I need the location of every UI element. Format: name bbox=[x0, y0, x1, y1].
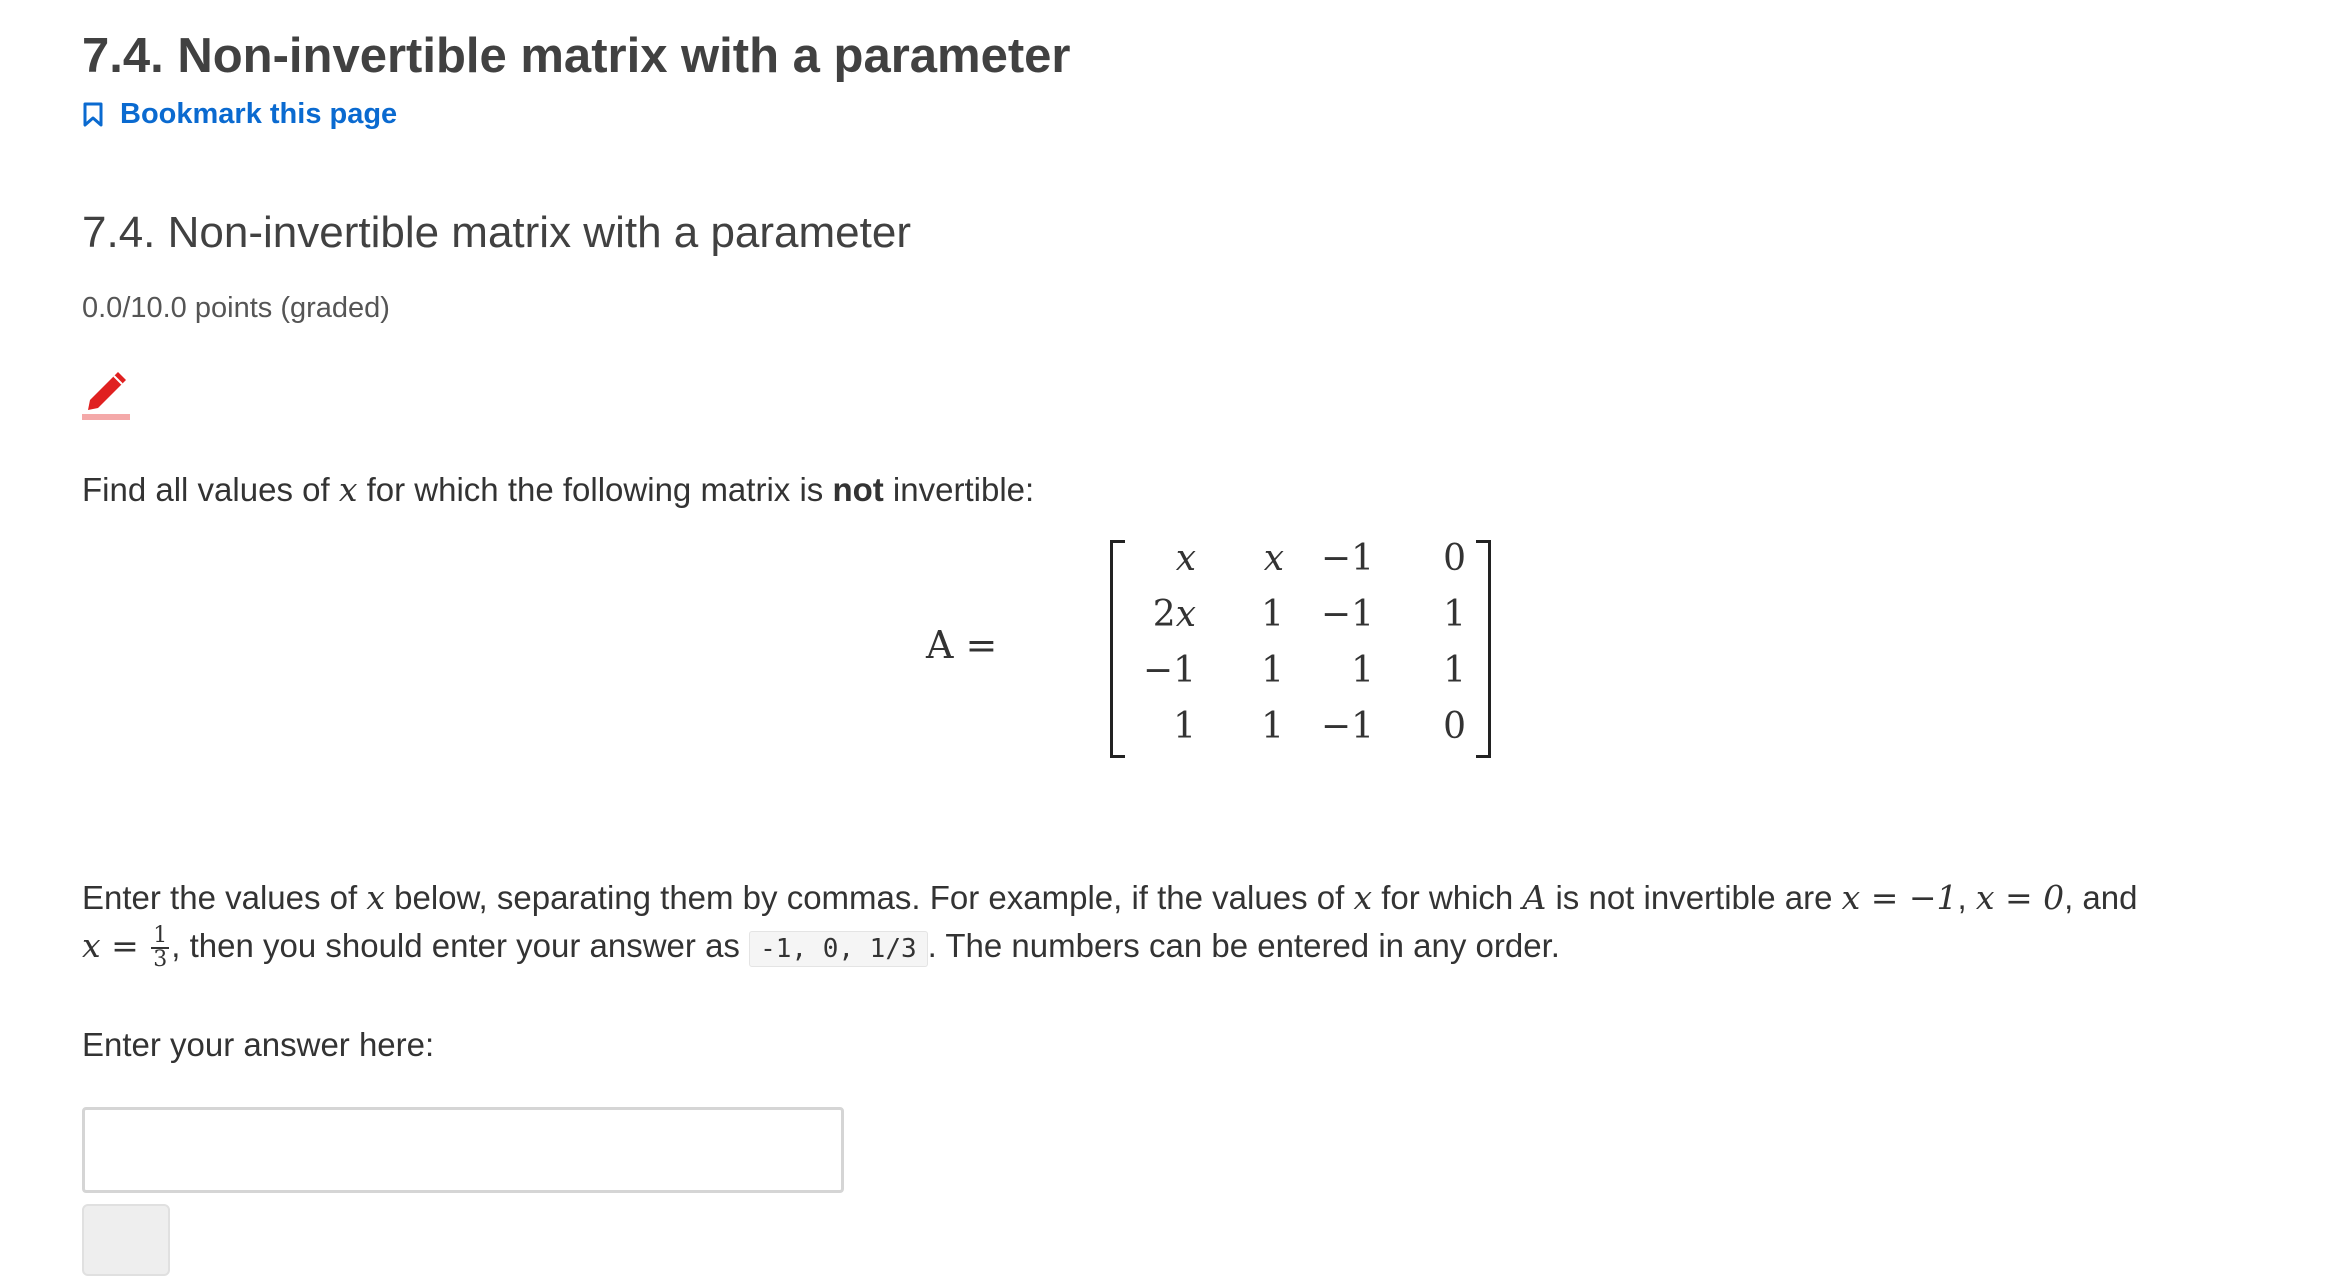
bookmark-label: Bookmark this page bbox=[120, 98, 398, 130]
matrix-cell: 1 bbox=[1443, 650, 1466, 691]
matrix-cell: 1 bbox=[1261, 706, 1284, 747]
answer-label: Enter your answer here: bbox=[82, 1026, 435, 1063]
points-status: 0.0/10.0 points (graded) bbox=[82, 292, 390, 324]
pencil-icon bbox=[84, 370, 128, 410]
matrix-cell: 1 bbox=[1173, 706, 1196, 747]
instr-text: below, separating them by commas. For example, if the values of bbox=[384, 879, 1354, 916]
matrix-cell: x bbox=[1263, 538, 1284, 579]
submit-button[interactable] bbox=[82, 1204, 170, 1276]
matrix-cell: −1 bbox=[1320, 538, 1374, 579]
math-variable: x bbox=[1353, 878, 1373, 917]
matrix-cell: 1 bbox=[1261, 650, 1284, 691]
matrix-cell: −1 bbox=[1142, 650, 1196, 691]
matrix-equation bbox=[926, 540, 1496, 760]
math-fraction bbox=[151, 925, 169, 971]
instr-text: , bbox=[1957, 879, 1976, 916]
bookmark-icon bbox=[82, 102, 104, 128]
question-emphasis: not bbox=[832, 471, 884, 508]
instr-text: . The numbers can be entered in any order. bbox=[927, 927, 1560, 964]
math-variable: A bbox=[1522, 878, 1547, 917]
matrix-cell: 0 bbox=[1443, 538, 1466, 579]
question-part: Find all values of bbox=[82, 471, 339, 508]
fraction-denominator: 3 bbox=[153, 947, 168, 973]
instr-text: is not invertible are bbox=[1546, 879, 1842, 916]
math-variable: x bbox=[366, 878, 385, 917]
instructions bbox=[82, 874, 2282, 973]
matrix-cell: 0 bbox=[1443, 706, 1466, 747]
instructions-line-1 bbox=[82, 874, 2282, 922]
math-equation: x = −1 bbox=[1841, 878, 1958, 917]
example-answer-code: -1, 0, 1/3 bbox=[749, 931, 928, 967]
math-variable: x bbox=[338, 470, 358, 509]
bookmark-button[interactable] bbox=[82, 98, 397, 131]
fraction-numerator: 1 bbox=[153, 923, 168, 949]
instructions-line-2 bbox=[82, 922, 2282, 973]
matrix-lhs: A = bbox=[926, 623, 998, 667]
matrix-cell: 2x bbox=[1152, 594, 1196, 635]
matrix-cell: −1 bbox=[1320, 594, 1374, 635]
matrix-cell: 1 bbox=[1443, 594, 1466, 635]
pencil-underline bbox=[82, 414, 130, 420]
matrix-right-bracket bbox=[1476, 540, 1491, 758]
question-part: invertible: bbox=[883, 471, 1035, 508]
math-equation: x = 0 bbox=[1975, 878, 2065, 917]
math-equation: x = bbox=[82, 926, 150, 965]
matrix-cell: −1 bbox=[1320, 706, 1374, 747]
instr-text: Enter the values of bbox=[82, 879, 367, 916]
matrix-cell: 1 bbox=[1261, 594, 1284, 635]
instr-text: , then you should enter your answer as bbox=[171, 927, 750, 964]
question-text bbox=[82, 470, 1034, 509]
problem-title: 7.4. Non-invertible matrix with a parameter bbox=[82, 208, 911, 257]
unit-title: 7.4. Non-invertible matrix with a parameter bbox=[82, 29, 1071, 83]
matrix-cell: 1 bbox=[1351, 650, 1374, 691]
answer-input[interactable] bbox=[82, 1107, 844, 1193]
question-part: for which the following matrix is bbox=[357, 471, 833, 508]
matrix-cell: x bbox=[1175, 538, 1196, 579]
instr-text: for which bbox=[1372, 879, 1523, 916]
instr-text: , and bbox=[2064, 879, 2138, 916]
edit-indicator bbox=[82, 370, 132, 422]
